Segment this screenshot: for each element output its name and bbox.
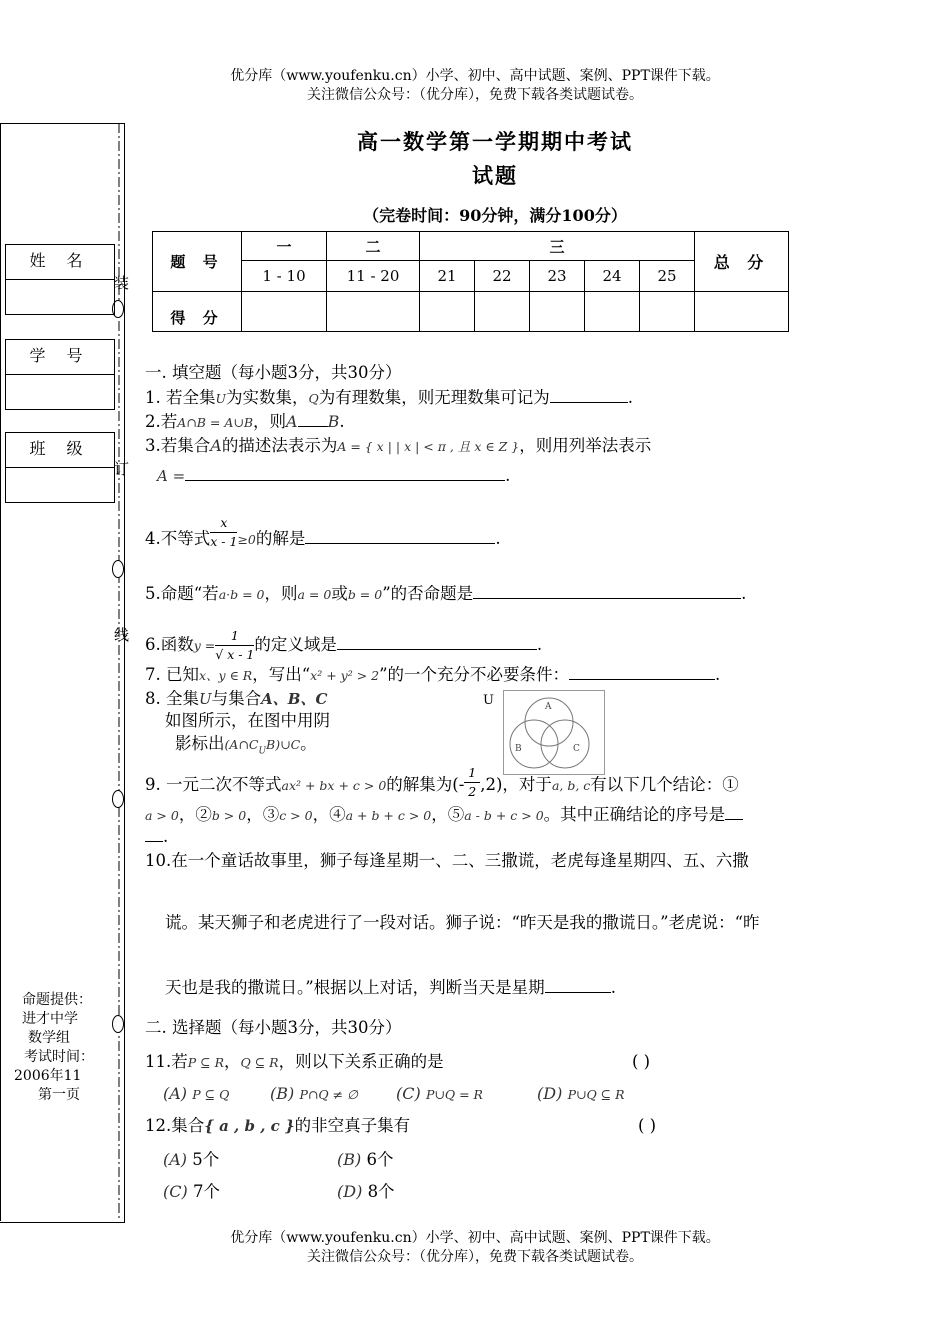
answer-blank[interactable] [298, 412, 328, 427]
score-col: 24 [585, 261, 640, 292]
score-cell[interactable] [640, 292, 695, 332]
venn-circle-c [541, 720, 589, 768]
question-11: 11.若P ⊆ R，Q ⊆ R，则以下关系正确的是 [145, 1052, 444, 1071]
page-subtitle: 试题 [472, 163, 518, 188]
question-10-line3: 天也是我的撒谎日。”根据以上对话，判断当天是星期 . [165, 978, 616, 997]
question-4: 4.不等式 $\frac{x}{x - 1}$ ≥0的解是 . [145, 515, 501, 549]
option-c[interactable]: (C) P∪Q = R [396, 1084, 483, 1103]
question-8: 8. 全集U与集合A、B、C [145, 689, 328, 708]
binding-hole [112, 1015, 124, 1033]
answer-blank[interactable] [145, 827, 163, 842]
answer-blank[interactable] [337, 635, 537, 650]
score-header-tihao: 题 号 [153, 232, 242, 292]
credit-line: 第一页 [38, 1087, 80, 1103]
answer-blank[interactable] [550, 388, 628, 403]
option-a[interactable]: (A) P ⊆ Q [163, 1084, 230, 1103]
score-col: 25 [640, 261, 695, 292]
question-2: 2.若A∩B = A∪B，则A B. [145, 412, 345, 431]
name-field[interactable] [6, 280, 114, 314]
credit-line: 数学组 [28, 1030, 70, 1046]
answer-blank[interactable] [569, 665, 715, 680]
score-cell[interactable] [530, 292, 585, 332]
score-col: 1 - 10 [242, 261, 327, 292]
exam-info: （完卷时间：90分钟，满分100分） [363, 206, 627, 225]
footer-line-2: 关注微信公众号：（优分库），免费下载各类试题试卷。 [307, 1249, 643, 1265]
score-cell[interactable] [585, 292, 640, 332]
answer-blank[interactable] [725, 805, 743, 820]
question-12: 12.集合{ a , b , c }的非空真子集有 [145, 1116, 411, 1135]
answer-blank[interactable] [473, 584, 741, 599]
class-box [5, 432, 115, 503]
credit-line: 考试时间： [24, 1049, 94, 1065]
credit-line: 2006年11 [14, 1068, 82, 1084]
venn-label-c: C [573, 744, 580, 754]
name-label: 姓 名 [6, 245, 114, 280]
score-table [152, 231, 789, 332]
student-id-field[interactable] [6, 375, 114, 409]
question-9-line3: . [145, 826, 168, 848]
section1-heading: 一. 填空题（每小题3分，共30分） [145, 363, 402, 382]
score-col: 11 - 20 [327, 261, 420, 292]
question-10-line1: 10.在一个童话故事里，狮子每逢星期一、二、三撒谎，老虎每逢星期四、五、六撒 [145, 851, 749, 870]
option-b[interactable]: (B) P∩Q ≠ ∅ [270, 1084, 358, 1103]
header-line-2: 关注微信公众号：（优分库），免费下载各类试题试卷。 [307, 87, 643, 103]
option-b[interactable]: (B) 6个 [337, 1150, 394, 1169]
binding-char-xian: 线 [114, 626, 130, 644]
binding-hole [112, 560, 124, 578]
venn-label-a: A [545, 702, 552, 712]
binding-hole [112, 790, 124, 808]
question-6: 6.函数y = $\frac{1}{√ x - 1}$ 的定义域是 . [145, 628, 543, 662]
venn-universe-label: U [483, 693, 494, 708]
venn-label-b: B [515, 744, 522, 754]
score-header-total: 总 分 [695, 232, 789, 292]
margin-left-edge [0, 123, 1, 1221]
answer-blank[interactable] [305, 529, 495, 544]
score-col: 22 [475, 261, 530, 292]
score-cell[interactable] [242, 292, 327, 332]
answer-paren[interactable]: ( ) [632, 1052, 651, 1071]
score-group: 三 [420, 232, 695, 261]
score-col: 23 [530, 261, 585, 292]
question-10-line2: 谎。某天狮子和老虎进行了一段对话。狮子说：“昨天是我的撒谎日。”老虎说：“昨 [165, 913, 760, 932]
question-7: 7. 已知x、y ∈ R，写出“x² + y² > 2”的一个充分不必要条件： . [145, 665, 721, 684]
score-group: 二 [327, 232, 420, 261]
score-cell[interactable] [327, 292, 420, 332]
score-col: 21 [420, 261, 475, 292]
score-header-defen: 得 分 [153, 292, 242, 332]
binding-char-zhuang: 装 [114, 274, 130, 292]
answer-blank[interactable] [185, 466, 505, 481]
section2-heading: 二. 选择题（每小题3分，共30分） [145, 1018, 402, 1037]
question-9-line2: a > 0，②b > 0，③c > 0，④a + b + c > 0，⑤a - b + c > 0。其中正确结论的序号是 [145, 804, 743, 827]
option-c[interactable]: (C) 7个 [163, 1182, 220, 1201]
footer-line-1: 优分库（www.youfenku.cn）小学、初中、高中试题、案例、PPT课件下载。 [230, 1230, 720, 1246]
binding-char-ding: 订 [114, 460, 130, 478]
question-9: 9. 一元二次不等式ax² + bx + c > 0的解集为(- $\frac{1}{2}$ ,2)，对于a, b, c有以下几个结论：① [145, 765, 739, 799]
student-id-box [5, 339, 115, 410]
question-8-line2: 如图所示，在图中用阴 [165, 711, 330, 730]
score-cell[interactable] [695, 292, 789, 332]
student-id-label: 学 号 [6, 340, 114, 375]
score-group: 一 [242, 232, 327, 261]
answer-paren[interactable]: ( ) [638, 1116, 657, 1135]
class-label: 班 级 [6, 433, 114, 468]
page-title: 高一数学第一学期期中考试 [357, 129, 633, 154]
answer-blank[interactable] [545, 978, 611, 993]
credit-line: 命题提供： [22, 992, 92, 1008]
option-d[interactable]: (D) 8个 [337, 1182, 395, 1201]
question-5: 5.命题“若a·b = 0，则a = 0或b = 0”的否命题是 . [145, 584, 747, 603]
question-8-line3: 影标出$(A\cap C_UB)\cup C$。 [175, 734, 317, 757]
header-line-1: 优分库（www.youfenku.cn）小学、初中、高中试题、案例、PPT课件下载。 [230, 68, 720, 84]
question-3-answer: A = . [157, 466, 511, 485]
option-a[interactable]: (A) 5个 [163, 1150, 220, 1169]
score-cell[interactable] [475, 292, 530, 332]
name-box [5, 244, 115, 315]
venn-diagram [503, 690, 605, 775]
class-field[interactable] [6, 468, 114, 502]
option-d[interactable]: (D) P∪Q ⊆ R [537, 1084, 625, 1103]
question-1: 1. 若全集U为实数集，Q为有理数集，则无理数集可记为 . [145, 388, 634, 407]
question-3: 3.若集合A的描述法表示为A = { x | | x | < π , 且 x ∈ Z }，则用列举法表示 [145, 436, 652, 455]
credit-line: 进才中学 [22, 1011, 78, 1027]
score-cell[interactable] [420, 292, 475, 332]
